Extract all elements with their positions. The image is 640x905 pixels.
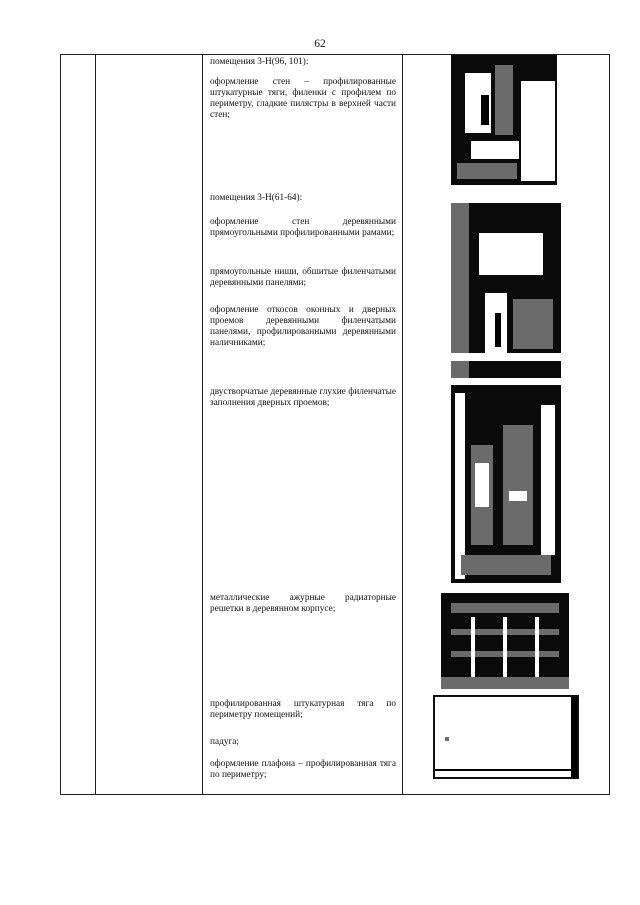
content-table (60, 54, 610, 795)
interior-photo (451, 55, 557, 185)
description-paragraph: оформление стен деревянными прямоугольными профилированными рамами; (210, 217, 396, 238)
radiator-grille-photo (441, 593, 569, 689)
description-paragraph: падуга; (210, 737, 240, 747)
description-paragraph: оформление откосов оконных и дверных проемов деревянными филенчатыми панелями, профилированными деревянными наличниками; (210, 305, 396, 348)
description-paragraph: оформление плафона – профилированная тяга по периметру; (210, 759, 396, 780)
column-divider (95, 55, 96, 794)
room-heading: помещения 3-Н(96, 101): (210, 57, 309, 67)
interior-photo (451, 203, 561, 378)
page-number: 62 (314, 38, 326, 50)
description-paragraph: металлические ажурные радиаторные решетки в деревянном корпусе; (210, 593, 396, 614)
description-paragraph: прямоугольные ниши, обшитые филенчатыми деревянными панелями; (210, 267, 396, 288)
room-heading: помещения 3-Н(61-64): (210, 193, 303, 203)
description-paragraph: оформление стен – профилированные штукатурные тяги, филенки с профилем по периметру, гладкие пилястры в верхней части стен; (210, 77, 396, 120)
description-paragraph: двустворчатые деревянные глухие филенчатые заполнения дверных проемов; (210, 387, 396, 408)
ceiling-photo (433, 695, 579, 779)
description-paragraph: профилированная штукатурная тяга по периметру помещений; (210, 699, 396, 720)
column-divider (202, 55, 203, 794)
interior-photo (451, 385, 561, 583)
column-divider (402, 55, 403, 794)
